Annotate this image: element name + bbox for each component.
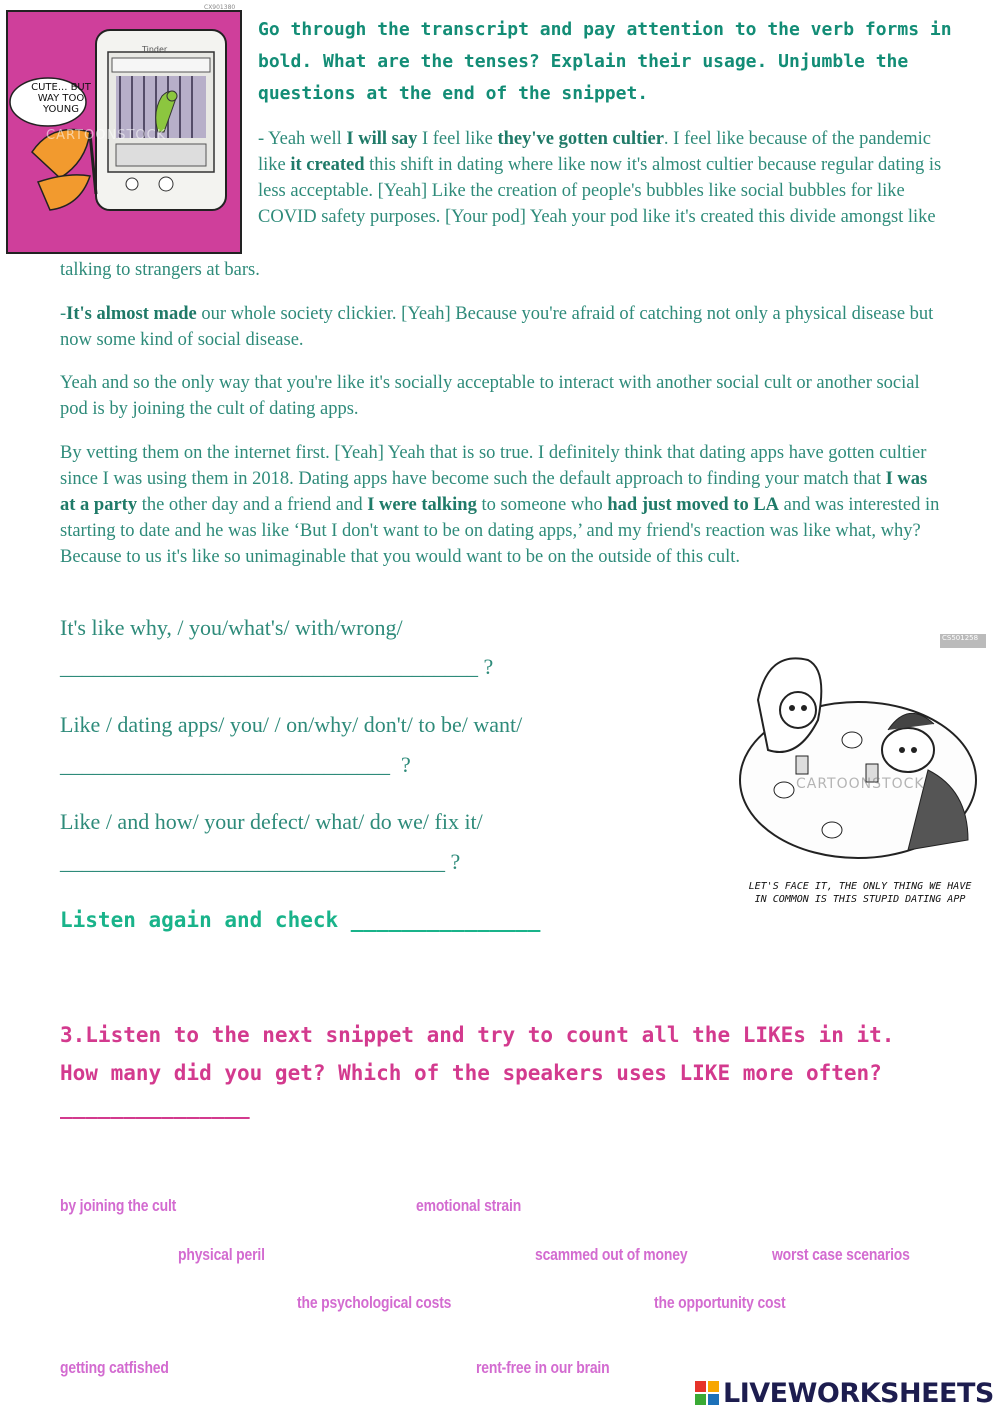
bold-verb: I will say <box>346 129 418 149</box>
word-bank-item[interactable]: physical peril <box>178 1245 265 1264</box>
cartoon-caption: LET'S FACE IT, THE ONLY THING WE HAVE IN COMMON IS THIS STUPID DATING APP <box>748 881 972 905</box>
p1-text-c: I feel like <box>417 129 498 149</box>
tinder-label: Tinder <box>142 45 168 54</box>
question-1-prompt: It's like why, / you/what's/ with/wrong/ <box>60 615 403 640</box>
word-bank-item[interactable]: rent-free in our brain <box>476 1358 610 1377</box>
word-bank-item[interactable]: worst case scenarios <box>772 1245 910 1264</box>
liveworksheets-logo <box>695 1376 994 1410</box>
instructions: Go through the transcript and pay attention to the verb forms in bold. What are the tenses? Explain their usage. Unjumble the questions at the end of the snippet. <box>258 19 952 104</box>
word-bank-item[interactable]: the psychological costs <box>297 1293 452 1312</box>
speech-bubble-text: CUTE... BUT WAY TOO YOUNG <box>31 82 91 115</box>
cartoon-dating-app <box>728 630 990 926</box>
watermark-cartoonstock: CARTOONSTOCK <box>796 776 925 792</box>
cartoon-id: CS501258 <box>942 634 979 642</box>
listen-again-check[interactable]: Listen again and check _______________ <box>60 908 541 932</box>
p4-text-e: and was interested in starting to date and he was like ‘But I don't want to be on dating apps,’ and my friend's reaction was like what, why? Because to us it's like so unimaginable that you would want to be on the outside of this cult. <box>60 495 940 567</box>
question-2-answer-blank[interactable]: ______________________________ ? <box>60 752 411 777</box>
watermark-cartoonstock: CARTOONSTOCK <box>46 128 167 143</box>
transcript-paragraph-1-end: talking to strangers at bars. <box>60 260 260 280</box>
section-3-instructions: 3.Listen to the next snippet and try to count all the LIKEs in it. How many did you get? Which of the speakers uses LIKE more often? <box>60 1023 895 1085</box>
word-bank-item[interactable]: emotional strain <box>416 1196 522 1215</box>
transcript-paragraph-3: Yeah and so the only way that you're like it's socially acceptable to interact with another social cult or another social pod is by joining the cult of dating apps. <box>60 373 920 419</box>
bold-verb: It's almost made <box>66 304 197 324</box>
question-1-answer-blank[interactable]: ______________________________________ ? <box>60 654 494 679</box>
p2-text-c: our whole society clickier. [Yeah] Because you're afraid of catching not only a physical disease but now some kind of social disease. <box>60 304 934 350</box>
p1-text-a: - Yeah well <box>258 129 347 149</box>
bold-verb: it created <box>290 155 365 175</box>
word-bank-item[interactable]: the opportunity cost <box>654 1293 786 1312</box>
p4-text-a: By vetting them on the internet first. [Yeah] Yeah that is so true. I definitely think that dating apps have gotten cultier since I was using them in 2018. Dating apps have become such the default approach to finding your match that <box>60 443 927 489</box>
transcript-paragraph-2 <box>60 301 940 353</box>
p1-text-e: this shift in dating where like now it's almost cultier because regular dating is less acceptable. [Yeah] Like the creation of people's bubbles like social bubbles for like COVID safety purposes. [Your pod] Yeah your pod like it's created this divide amongst like <box>258 155 942 227</box>
bold-verb: I were talking <box>367 495 477 515</box>
transcript-paragraph-1 <box>258 126 948 230</box>
question-3-prompt: Like / and how/ your defect/ what/ do we/ fix it/ <box>60 809 483 834</box>
cartoon-id: CX901380 <box>204 4 236 11</box>
liveworksheets-logo-icon <box>695 1381 719 1405</box>
cartoon-tinder <box>6 4 242 254</box>
word-bank-item[interactable]: by joining the cult <box>60 1196 177 1215</box>
bold-verb: had just moved to LA <box>607 495 780 515</box>
section-3-answer-blank[interactable]: _______________ <box>60 1095 250 1119</box>
p4-text-c: the other day and a friend and <box>137 495 368 515</box>
p1-text-d: . I feel like because of the pandemic like <box>258 129 931 175</box>
p4-text-d: to someone who <box>476 495 608 515</box>
question-2-prompt: Like / dating apps/ you/ / on/why/ don't/ to be/ want/ <box>60 712 523 737</box>
couple-cartoon-illustration <box>728 630 990 870</box>
bold-verb: I was at a party <box>60 469 928 515</box>
question-3-answer-blank[interactable]: ___________________________________ ? <box>60 849 461 874</box>
transcript-paragraph-4 <box>60 440 940 570</box>
p2-text-a: - <box>60 304 67 324</box>
bold-verb: they've gotten cultier <box>497 129 664 149</box>
word-bank-item[interactable]: scammed out of money <box>535 1245 688 1264</box>
liveworksheets-logo-text: LIVEWORKSHEETS <box>723 1377 994 1409</box>
word-bank-item[interactable]: getting catfished <box>60 1358 169 1377</box>
